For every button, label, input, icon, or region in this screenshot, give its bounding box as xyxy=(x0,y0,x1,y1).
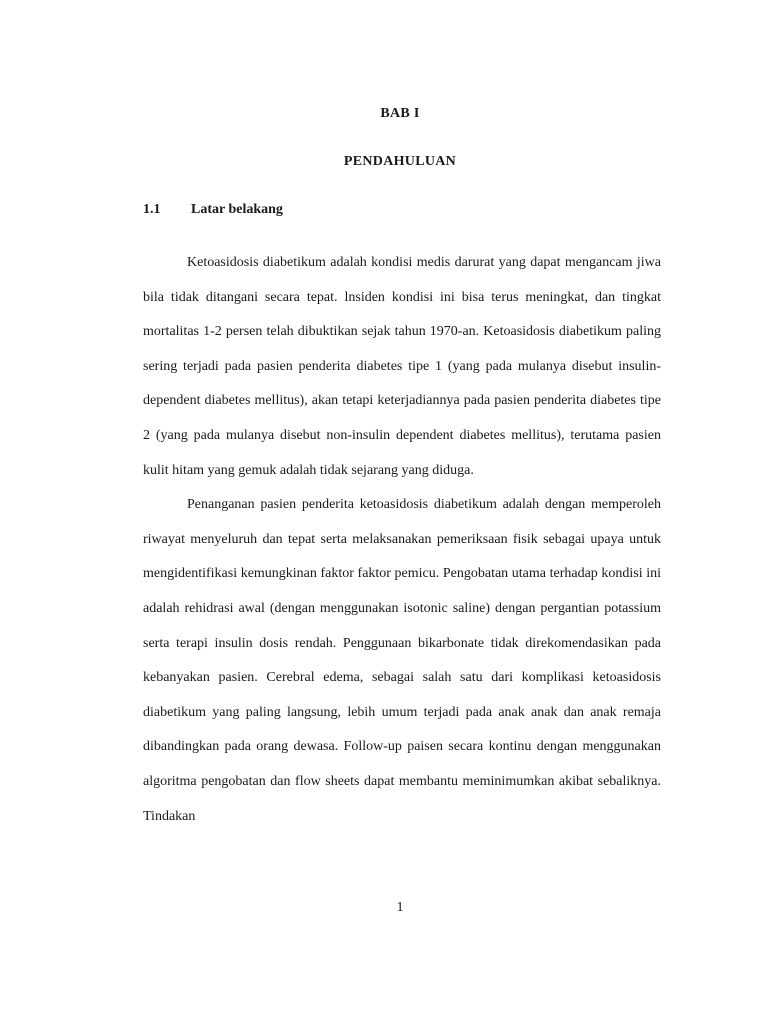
body-text xyxy=(143,246,661,834)
chapter-label: BAB I xyxy=(380,106,420,121)
chapter-title: PENDAHULUAN xyxy=(343,154,457,169)
paragraph-1: Ketoasidosis diabetikum adalah kondisi medis darurat yang dapat mengancam jiwa bila tidak ditangani secara tepat. lnsiden kondisi ini bisa terus meningkat, dan tingkat mortalitas 1-2 persen telah dibuktikan sejak tahun 1970-an. Ketoasidosis diabetikum paling sering terjadi pada pasien penderita diabetes tipe 1 (yang pada mulanya disebut insulin-dependent diabetes mellitus), akan tetapi keterjadiannya pada pasien penderita diabetes tipe 2 (yang pada mulanya disebut non-insulin dependent diabetes mellitus), terutama pasien kulit hitam yang gemuk adalah tidak sejarang yang diduga. xyxy=(143,255,661,478)
section-title: Latar belakang xyxy=(191,202,283,217)
section-heading xyxy=(143,202,283,218)
paragraph-2: Penanganan pasien penderita ketoasidosis diabetikum adalah dengan memperoleh riwayat menyeluruh dan tepat serta melaksanakan pemeriksaan fisik sebagai upaya untuk mengidentifikasi kemungkinan faktor faktor pemicu. Pengobatan utama terhadap kondisi ini adalah rehidrasi awal (dengan menggunakan isotonic saline) dengan pergantian potassium serta terapi insulin dosis rendah. Penggunaan bikarbonate tidak direkomendasikan pada kebanyakan pasien. Cerebral edema, sebagai salah satu dari komplikasi ketoasidosis diabetikum yang paling langsung, lebih umum terjadi pada anak anak dan anak remaja dibandingkan pada orang dewasa. Follow-up paisen secara kontinu dengan menggunakan algoritma pengobatan dan flow sheets dapat membantu meminimumkan akibat sebaliknya. Tindakan xyxy=(143,497,661,824)
page-number: 1 xyxy=(396,900,404,915)
section-number: 1.1 xyxy=(143,202,161,217)
